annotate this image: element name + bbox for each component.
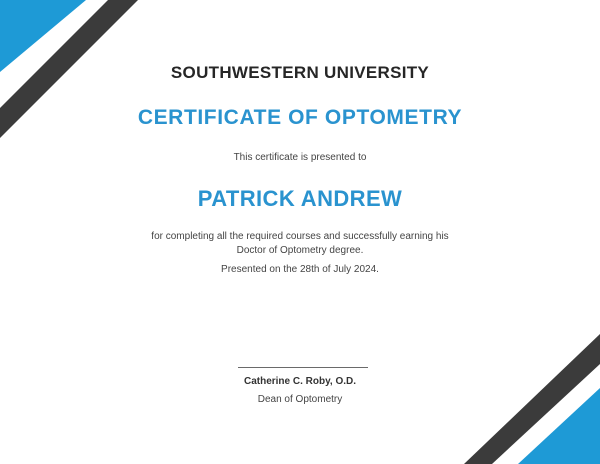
recipient-name: PATRICK ANDREW <box>197 186 403 211</box>
certificate-description <box>100 230 500 258</box>
description-line-2: Doctor of Optometry degree. <box>236 245 364 256</box>
certificate-title: CERTIFICATE OF OPTOMETRY <box>137 106 463 129</box>
presented-on-date: Presented on the 28th of July 2024. <box>221 264 379 275</box>
presented-to-text: This certificate is presented to <box>233 152 367 163</box>
institution-name: SOUTHWESTERN UNIVERSITY <box>170 63 430 82</box>
description-line-1: for completing all the required courses and successfully earning his <box>151 231 449 242</box>
signer-name: Catherine C. Roby, O.D. <box>243 376 357 387</box>
signature-line <box>238 367 368 368</box>
signer-role: Dean of Optometry <box>257 394 343 405</box>
